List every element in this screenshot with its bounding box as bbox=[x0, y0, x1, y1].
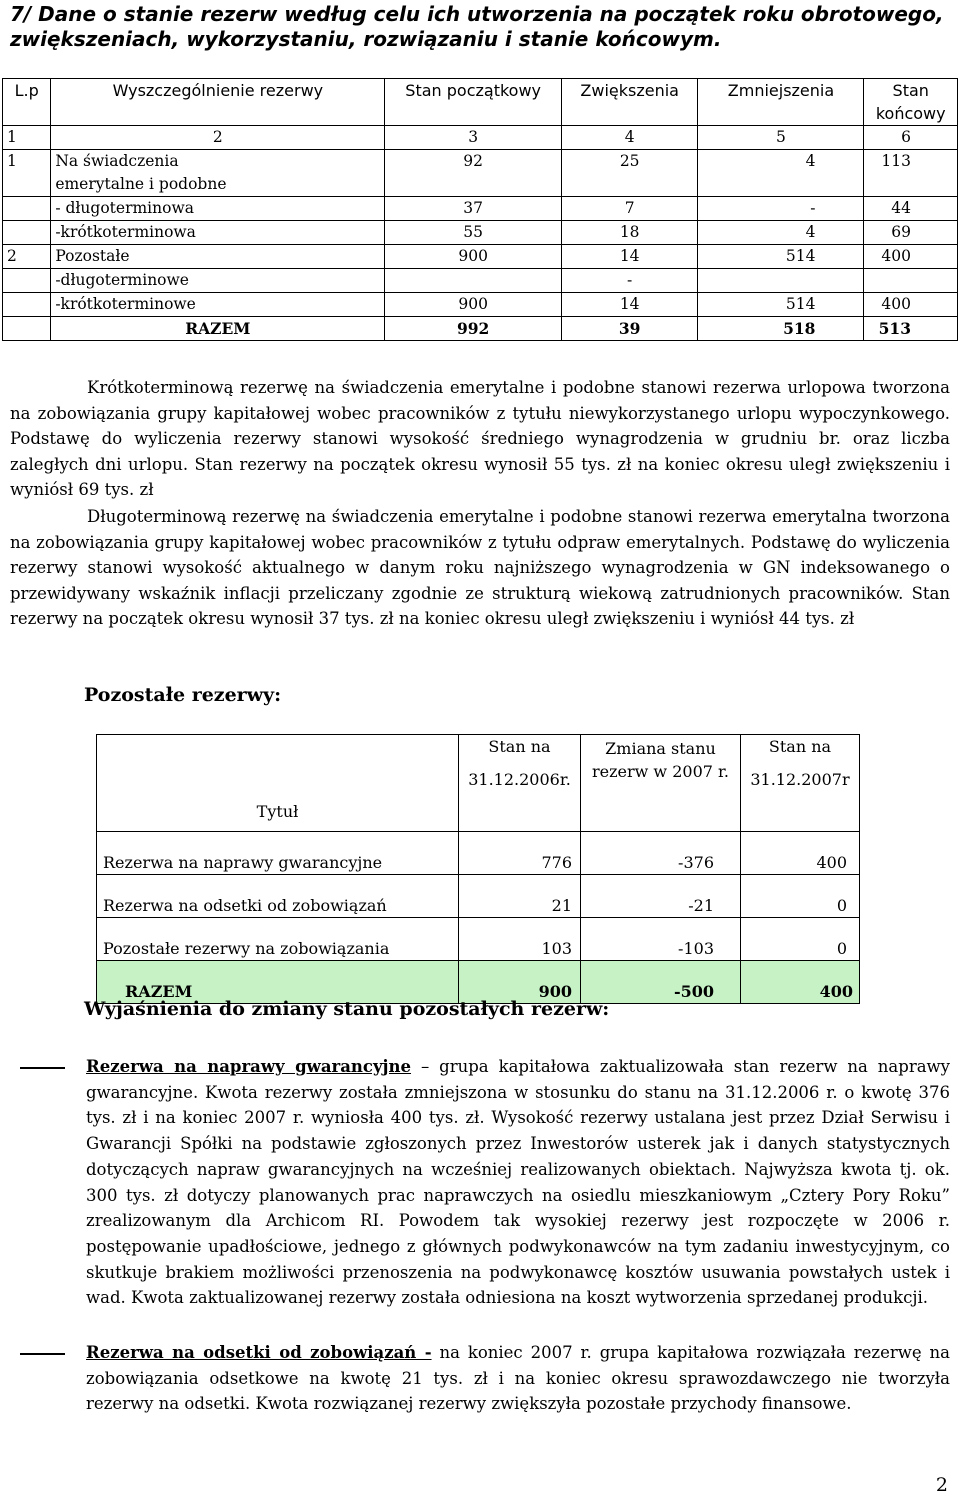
table-row bbox=[3, 221, 958, 245]
other-reserves-table bbox=[96, 734, 860, 1004]
total-change: -500 bbox=[581, 961, 741, 1004]
total-end: 513 bbox=[864, 317, 958, 341]
table-header-row bbox=[97, 735, 860, 832]
paragraph-long-term bbox=[10, 504, 950, 632]
row-lp bbox=[3, 293, 51, 317]
row-lp bbox=[3, 269, 51, 293]
col-header-lp: L.p bbox=[3, 79, 51, 126]
row-increase: 7 bbox=[561, 197, 698, 221]
row-start: 55 bbox=[385, 221, 562, 245]
row-start: 92 bbox=[385, 150, 562, 197]
row-increase: 14 bbox=[561, 293, 698, 317]
explanations-title: Wyjaśnienia do zmiany stanu pozostałych rezerw: bbox=[84, 998, 610, 1020]
row-lp: 1 bbox=[3, 150, 51, 197]
total-end: 400 bbox=[741, 961, 860, 1004]
row-decrease: 514 bbox=[698, 293, 864, 317]
row-increase: 14 bbox=[561, 245, 698, 269]
explanation-text-warranty: – grupa kapitałowa zaktualizowała stan rezerw na naprawy gwarancyjne. Kwota rezerwy została zmniejszona w stosunku do stanu na 31.12.2006 r. o kwotę 376 tys. zł i na koniec 2007 r. wyniosła 400 tys. zł. Wysokość rezerwy ustalana jest przez Dział Serwisu i Gwarancji Spółki na podstawie zgłoszonych przez Inwestorów usterek jak i danych statystycznych dotyczących napraw gwarancyjnych na wcześniej realizowanych obiektach. Najwyższa kwota tj. ok. 300 tys. zł dotyczy planowanych prac naprawczych na osiedlu mieszkaniowym „Cztery Pory Roku” zrealizowanym dla Archicom RI. Powodem tak wysokiej rezerwy jest rozpoczęte w 2006 r. postępowanie upadłościowe, jednego z głównych podwykonawców na tym zadaniu inwestycyjnym, co skutkuje brakiem możliwości przenoszenia na podwykonawcę kosztów usuwania powstałych ustek i wad. Kwota zaktualizowanej rezerwy została odniesiona na koszt wytworzenia sprzedanej produkcji. bbox=[86, 1057, 950, 1308]
col-header-start-date: 31.12.2006r. bbox=[468, 770, 571, 789]
total-increase: 39 bbox=[561, 317, 698, 341]
col-header-end-date: 31.12.2007r bbox=[750, 770, 850, 789]
row-start: 900 bbox=[385, 293, 562, 317]
total-decrease: 518 bbox=[698, 317, 864, 341]
table-row bbox=[3, 245, 958, 269]
col-header-change: Zmiana stanu rezerw w 2007 r. bbox=[581, 735, 741, 832]
row-lp: 2 bbox=[3, 245, 51, 269]
reserves-movement-table bbox=[2, 78, 958, 341]
row-change: -376 bbox=[581, 832, 741, 875]
row-start: 21 bbox=[459, 875, 581, 918]
col-number: 2 bbox=[51, 126, 385, 150]
col-header-item: Wyszczególnienie rezerwy bbox=[51, 79, 385, 126]
row-decrease: 4 bbox=[698, 221, 864, 245]
row-increase: 18 bbox=[561, 221, 698, 245]
section-heading-line1: 7/ Dane o stanie rezerw według celu ich utworzenia na początek roku obrotowego, bbox=[10, 2, 944, 26]
row-start: 103 bbox=[459, 918, 581, 961]
col-header-end bbox=[741, 735, 860, 832]
row-end: 69 bbox=[864, 221, 958, 245]
explanation-label-interest: Rezerwa na odsetki od zobowiązań - bbox=[86, 1343, 432, 1362]
row-start bbox=[385, 269, 562, 293]
row-increase: - bbox=[561, 269, 698, 293]
row-title: Rezerwa na naprawy gwarancyjne bbox=[97, 832, 459, 875]
row-name: -krótkoterminowe bbox=[51, 293, 385, 317]
row-start: 37 bbox=[385, 197, 562, 221]
bullet-dash bbox=[20, 1353, 65, 1355]
column-number-row bbox=[3, 126, 958, 150]
col-number: 5 bbox=[698, 126, 864, 150]
col-header-start bbox=[459, 735, 581, 832]
table-row bbox=[3, 150, 958, 197]
row-end: 400 bbox=[864, 293, 958, 317]
col-number: 3 bbox=[385, 126, 562, 150]
paragraph-short-term-text: Krótkoterminową rezerwę na świadczenia emerytalne i podobne stanowi rezerwa urlopowa tworzona na zobowiązania grupy kapitałowej wobec pracowników z tytułu niewykorzystanego urlopu wypoczynkowego. Podstawę do wyliczenia rezerwy stanowi wysokość średniego wynagrodzenia w grudniu br. oraz liczba zaległych dni urlopu. Stan rezerwy na początek okresu wynosił 55 tys. zł na koniec okresu uległ zwiększeniu i wyniósł 69 tys. zł bbox=[10, 378, 950, 499]
row-end: 0 bbox=[741, 918, 860, 961]
row-name: -krótkoterminowa bbox=[51, 221, 385, 245]
table-row bbox=[3, 293, 958, 317]
row-title: Pozostałe rezerwy na zobowiązania bbox=[97, 918, 459, 961]
paragraph-long-term-text: Długoterminową rezerwę na świadczenia emerytalne i podobne stanowi rezerwa emerytalna tworzona na zobowiązania grupy kapitałowej wobec pracowników z tytułu odpraw emerytalnych. Podstawę do wyliczenia rezerwy stanowi wysokość aktualnego w danym roku najniższego wynagrodzenia w GN indeksowanego o przewidywany wskaźnik inflacji przeliczany zgodnie ze strukturą wiekową zatrudnionych pracowników. Stan rezerwy na początek okresu wynosił 37 tys. zł na koniec okresu uległ zwiększeniu i wyniósł 44 tys. zł bbox=[10, 507, 950, 628]
row-lp bbox=[3, 221, 51, 245]
col-number: 6 bbox=[864, 126, 958, 150]
bullet-dash bbox=[20, 1067, 65, 1069]
explanation-text-interest: na koniec 2007 r. grupa kapitałowa rozwiązała rezerwę na zobowiązania odsetkowe na kwotę 21 tys. zł i na koniec okresu sprawozdawczego nie tworzyła rezerwy na odsetki. Kwota rozwiązanej rezerwy zwiększyła pozostałe przychody finansowe. bbox=[86, 1343, 950, 1414]
col-header-start-label: Stan na bbox=[488, 737, 551, 756]
col-header-title: Tytuł bbox=[97, 735, 459, 832]
row-name: Na świadczenia emerytalne i podobne bbox=[51, 150, 385, 197]
row-increase: 25 bbox=[561, 150, 698, 197]
row-name: -długoterminowe bbox=[51, 269, 385, 293]
total-title: RAZEM bbox=[97, 961, 459, 1004]
row-end: 44 bbox=[864, 197, 958, 221]
total-lp bbox=[3, 317, 51, 341]
table-row bbox=[3, 269, 958, 293]
col-number: 4 bbox=[561, 126, 698, 150]
row-start: 776 bbox=[459, 832, 581, 875]
row-lp bbox=[3, 197, 51, 221]
total-name: RAZEM bbox=[51, 317, 385, 341]
row-change: -21 bbox=[581, 875, 741, 918]
col-header-end-label: Stan na bbox=[768, 737, 832, 756]
row-decrease: 4 bbox=[698, 150, 864, 197]
col-header-increase: Zwiększenia bbox=[561, 79, 698, 126]
row-end: 400 bbox=[741, 832, 860, 875]
total-start: 992 bbox=[385, 317, 562, 341]
row-end: 400 bbox=[864, 245, 958, 269]
row-decrease bbox=[698, 269, 864, 293]
col-header-decrease: Zmniejszenia bbox=[698, 79, 864, 126]
row-change: -103 bbox=[581, 918, 741, 961]
row-title: Rezerwa na odsetki od zobowiązań bbox=[97, 875, 459, 918]
table-total-row bbox=[3, 317, 958, 341]
row-start: 900 bbox=[385, 245, 562, 269]
table-row bbox=[97, 875, 860, 918]
col-header-end: Stan końcowy bbox=[864, 79, 958, 126]
explanation-item-interest bbox=[86, 1340, 950, 1417]
explanation-item-warranty bbox=[86, 1054, 950, 1311]
row-decrease: - bbox=[698, 197, 864, 221]
row-end: 113 bbox=[864, 150, 958, 197]
table-header-row bbox=[3, 79, 958, 126]
total-start: 900 bbox=[459, 961, 581, 1004]
explanation-label-warranty: Rezerwa na naprawy gwarancyjne bbox=[86, 1057, 412, 1076]
table-row bbox=[97, 918, 860, 961]
section-heading bbox=[10, 2, 950, 52]
row-decrease: 514 bbox=[698, 245, 864, 269]
col-number: 1 bbox=[3, 126, 51, 150]
section-heading-line2: zwiększeniach, wykorzystaniu, rozwiązaniu i stanie końcowym. bbox=[10, 27, 722, 51]
col-header-start: Stan początkowy bbox=[385, 79, 562, 126]
table-row bbox=[3, 197, 958, 221]
row-name: Pozostałe bbox=[51, 245, 385, 269]
table-row bbox=[97, 832, 860, 875]
row-name: - długoterminowa bbox=[51, 197, 385, 221]
other-reserves-title: Pozostałe rezerwy: bbox=[84, 684, 282, 706]
paragraph-short-term bbox=[10, 375, 950, 503]
row-end: 0 bbox=[741, 875, 860, 918]
page-number: 2 bbox=[935, 1474, 948, 1496]
row-end bbox=[864, 269, 958, 293]
